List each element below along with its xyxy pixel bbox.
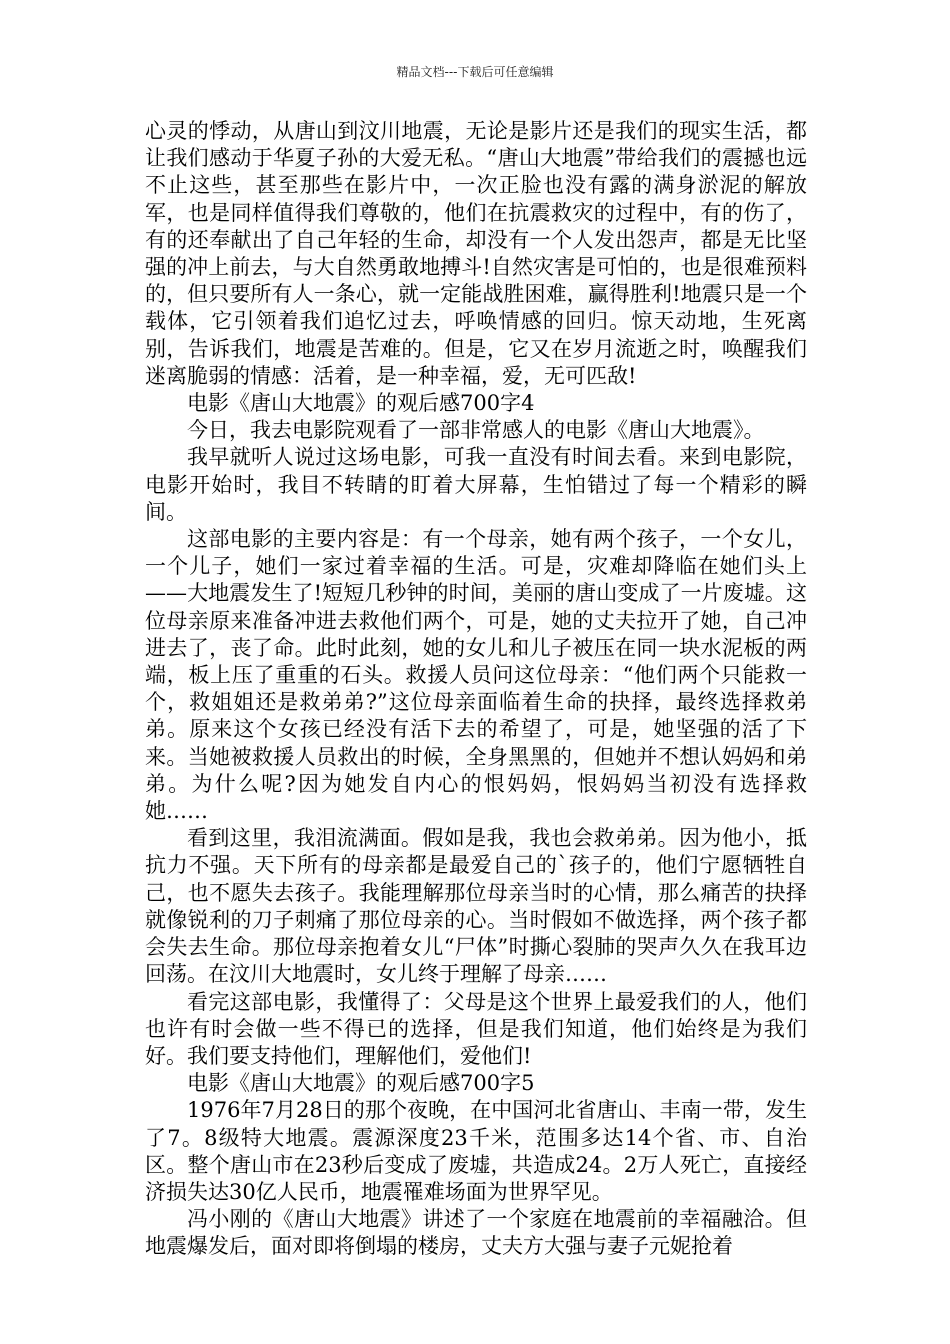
section-heading-4: 电影《唐山大地震》的观后感700字4 <box>187 391 535 416</box>
paragraph-2: 今日，我去电影院观看了一部非常感人的电影《唐山大地震》。 <box>187 418 765 443</box>
page-header: 精品文档---下载后可任意编辑 <box>396 65 554 79</box>
paragraph-6: 看完这部电影，我懂得了：父母是这个世界上最爱我们的人，他们也许有时会做一些不得已的选择，但是我们知道，他们始终是为我们好。我们要支持他们，理解他们，爱他们! <box>145 989 807 1068</box>
document-body <box>145 118 807 1261</box>
paragraph-5: 看到这里，我泪流满面。假如是我，我也会救弟弟。因为他小，抵抗力不强。天下所有的母亲都是最爱自己的`孩子的，他们宁愿牺牲自己，也不愿失去孩子。我能理解那位母亲当时的心情，那么痛苦的抉择就像锐利的刀子刺痛了那位母亲的心。当时假如不做选择，两个孩子都会失去生命。那位母亲抱着女儿“尸体”时撕心裂肺的哭声久久在我耳边回荡。在汶川大地震时，女儿终于理解了母亲…… <box>145 826 807 987</box>
paragraph-3: 我早就听人说过这场电影，可我一直没有时间去看。来到电影院，电影开始时，我目不转睛的盯着大屏幕，生怕错过了每一个精彩的瞬间。 <box>145 445 807 524</box>
section-heading-5: 电影《唐山大地震》的观后感700字5 <box>187 1071 535 1096</box>
paragraph-4: 这部电影的主要内容是：有一个母亲，她有两个孩子，一个女儿，一个儿子，她们一家过着幸福的生活。可是，灾难却降临在她们头上——大地震发生了!短短几秒钟的时间，美丽的唐山变成了一片废墟。这位母亲原来准备冲进去救他们两个，可是，她的丈夫拉开了她，自己冲进去了，丧了命。此时此刻，她的女儿和儿子被压在同一块水泥板的两端，板上压了重重的石头。救援人员问这位母亲：“他们两个只能救一个，救姐姐还是救弟弟?”这位母亲面临着生命的抉择，最终选择救弟弟。原来这个女孩已经没有活下去的希望了，可是，她坚强的活了下来。当她被救援人员救出的时候，全身黑黑的，但她并不想认妈妈和弟弟。为什么呢?因为她发自内心的恨妈妈，恨妈妈当初没有选择救她…… <box>145 527 807 824</box>
paragraph-1: 心灵的悸动，从唐山到汶川地震，无论是影片还是我们的现实生活，都让我们感动于华夏子孙的大爱无私。“唐山大地震”带给我们的震撼也远不止这些，甚至那些在影片中，一次正脸也没有露的满身淤泥的解放军，也是同样值得我们尊敬的，他们在抗震救灾的过程中，有的伤了，有的还奉献出了自己年轻的生命，却没有一个人发出怨声，都是无比坚强的冲上前去，与大自然勇敢地搏斗!自然灾害是可怕的，也是很难预料的，但只要所有人一条心，就一定能战胜困难，赢得胜利!地震只是一个载体，它引领着我们追忆过去，呼唤情感的回归。惊天动地，生死离别，告诉我们，地震是苦难的。但是，它又在岁月流逝之时，唤醒我们迷离脆弱的情感：活着，是一种幸福，爱，无可匹敌! <box>145 119 807 388</box>
paragraph-8: 冯小刚的《唐山大地震》讲述了一个家庭在地震前的幸福融洽。但地震爆发后，面对即将倒塌的楼房，丈夫方大强与妻子元妮抢着 <box>145 1207 807 1259</box>
paragraph-7: 1976年7月28日的那个夜晚，在中国河北省唐山、丰南一带，发生了7。8级特大地震。震源深度23千米，范围多达14个省、市、自治区。整个唐山市在23秒后变成了废墟，共造成24。2万人死亡，直接经济损失达30亿人民币，地震罹难场面为世界罕见。 <box>145 1098 807 1204</box>
